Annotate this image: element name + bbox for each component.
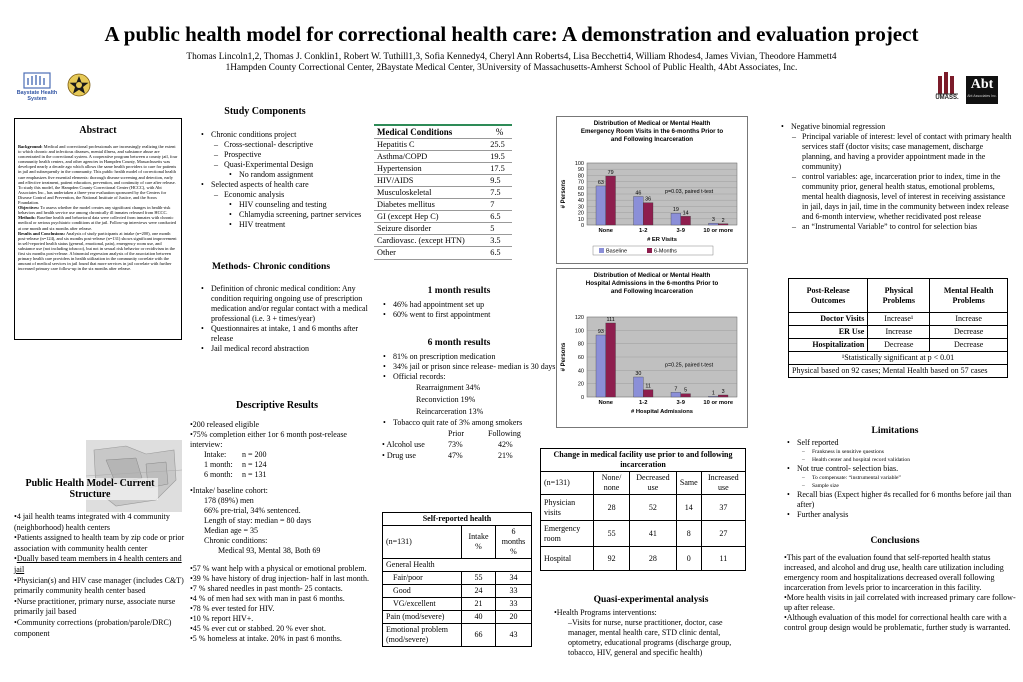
bar xyxy=(596,335,606,397)
table-row: ER Use Increase Decrease xyxy=(789,326,1008,339)
table-row: Hospitalization Decrease Decrease xyxy=(789,339,1008,352)
abstract-results-label: Results and Conclusions: xyxy=(18,230,66,236)
study-subsubitem: • HIV treatment xyxy=(228,220,375,230)
study-heading: Study Components xyxy=(224,106,306,117)
abstract-methods-label: Methods: xyxy=(18,215,36,221)
conclusion-item: •Although evaluation of this model for correctional health care with a control group design would be problematic, further study is warranted. xyxy=(784,613,1011,632)
descriptive-heading: Descriptive Results xyxy=(236,400,318,411)
quasi-heading: Quasi-experimental analysis xyxy=(593,595,709,605)
table-row: Physician visits 28 52 14 37 xyxy=(541,495,746,521)
descriptive-line: •57 % want help with a physical or emotional problem. xyxy=(190,564,367,573)
intake-line: Length of stay: median = 80 days xyxy=(204,516,312,525)
self-reported-health xyxy=(382,512,532,647)
sample-size-row: Intake: n = 200 xyxy=(204,450,267,459)
chart-title: Emergency Room Visits in the 6-months Prior to xyxy=(580,128,724,135)
limitation-subitem: – Sample size xyxy=(802,482,1016,490)
intake-cohort-title: •Intake/ baseline cohort: xyxy=(190,486,268,495)
legend-label: 6-Months xyxy=(654,248,677,255)
intake-line: Chronic conditions: xyxy=(204,536,268,545)
sample-size-row: 6 month: n = 131 xyxy=(204,470,267,479)
study-item: • Selected aspects of health care xyxy=(200,180,375,190)
model-bullet: •4 jail health teams integrated with 4 community (neighborhood) health centers xyxy=(14,512,170,532)
affiliations-line: 1Hampden County Correctional Center, 2Baystate Medical Center, 3University of Massachusetts-Amherst School of Public Health, 4Abt Associates, Inc. xyxy=(225,63,798,73)
chart-annotation: p=0.03, paired t-test xyxy=(665,188,714,195)
bar-value-label: 1 xyxy=(711,390,715,397)
chart-title: Distribution of Medical or Mental Health xyxy=(593,120,711,127)
study-item: • Chronic conditions project xyxy=(200,130,375,140)
substance-use-table xyxy=(382,428,521,461)
table-row: Emotional problem (mod/severe) 66 43 xyxy=(383,624,532,647)
bar-value-label: 93 xyxy=(597,329,604,335)
hospital-admissions-chart xyxy=(556,268,748,428)
table-header: % xyxy=(487,126,512,138)
table-row: ¹Statistically significant at p < 0.01 xyxy=(789,352,1008,365)
six-month-bullet: • Official records: xyxy=(382,372,560,382)
bar xyxy=(681,394,691,397)
table-row: Diabetes mellitus 7 xyxy=(374,199,512,211)
conclusions-list xyxy=(780,553,1016,633)
table-header-row: Post-Release Outcomes Physical Problems Mental Health Problems xyxy=(789,279,1008,313)
bar xyxy=(643,390,653,397)
baystate-logo xyxy=(14,70,60,106)
descriptive-line: •39 % have history of drug injection- half in last month. xyxy=(190,574,369,583)
one-month-list xyxy=(382,300,552,320)
chart-title: and Following Incarceration xyxy=(610,288,694,295)
descriptive-line: •78 % ever tested for HIV. xyxy=(190,604,275,613)
x-tick-label: 1-2 xyxy=(639,400,648,406)
model-bullet: •Nurse practitioner, primary nurse, associate nurse primarily jail based xyxy=(14,596,176,617)
table-header-row: (n=131) Intake % 6 months % xyxy=(383,526,532,559)
y-tick-label: 90 xyxy=(577,167,584,174)
descriptive-line: •10 % report HIV+. xyxy=(190,614,254,623)
study-subitem: – Cross-sectional- descriptive xyxy=(214,140,375,150)
abstract-results-text: Analysis of study participants at intake (n=200), one month post-release (n=124), and six months post-release (n=131) shows significant improvement in self-reported health status (general, emotional, pain), emergency room use, and substance use (not including tobacco), but not in sexual risk behavior or recidivism in the first six months post-release. A binomial regression analysis of the association between primary health care providers in health utilization in the community correlate with the amount of medical services in jail found that more services in jail correlate with further increased primary care follow-up in the six months after release. xyxy=(18,230,177,272)
bar-value-label: 14 xyxy=(682,210,689,217)
bar-value-label: 19 xyxy=(672,207,679,214)
y-tick-label: 20 xyxy=(577,381,584,388)
regression-item: – Principal variable of interest: level of contact with primary health services staff (doctor visits; case management, discharge planning, and having a provider appointment made in the community) xyxy=(792,132,1012,172)
bar-value-label: 5 xyxy=(684,387,688,394)
x-tick-label: 10 or more xyxy=(703,228,734,234)
abt-logo-text: Abt xyxy=(970,77,994,92)
table-header-row xyxy=(374,126,512,138)
y-tick-label: 0 xyxy=(580,223,584,229)
abstract-box xyxy=(14,118,182,340)
x-tick-label: 3-9 xyxy=(676,228,685,234)
chart-annotation: p=0.25, paired t-test xyxy=(665,362,714,369)
descriptive-line: •45 % ever cut or stabbed. 20 % ever shot. xyxy=(190,624,326,633)
one-month-bullet: • 60% went to first appointment xyxy=(382,310,552,320)
regression-list xyxy=(780,122,1012,232)
regression-item: – control variables: age, incarceration prior to index, time in the community prior, general health status, emotional problems, mental health diagnosis, level of interest in receiving assistance in jail, days in jail, time in the community between index release and 6-month interview, whether recidivated post release xyxy=(792,172,1012,222)
descriptive-line: •200 released eligible xyxy=(190,420,259,429)
bar-value-label: 7 xyxy=(674,386,678,393)
methods-heading: Methods- Chronic conditions xyxy=(211,262,331,272)
bar-value-label: 36 xyxy=(645,196,652,203)
bar-value-label: 63 xyxy=(597,179,604,186)
six-month-bullet: • 34% jail or prison since release- median is 30 days xyxy=(382,362,560,372)
bar xyxy=(634,196,644,225)
bar xyxy=(671,392,681,397)
one-month-heading: 1 month results xyxy=(427,286,491,296)
bar-value-label: 2 xyxy=(721,217,725,224)
outcomes-table xyxy=(788,278,1008,378)
intake-line: Median age = 35 xyxy=(204,526,259,535)
sample-size-rows xyxy=(190,450,370,480)
bar-value-label: 3 xyxy=(721,389,725,395)
abstract-methods-text: Baseline health and behavioral data were collected from inmates with chronic medical or serious psychiatric conditions at the jail. Follow-up interviews were conducted at one month and six months after release. xyxy=(18,215,177,231)
table-row: Cardiovasc. (except HTN) 3.5 xyxy=(374,235,512,247)
quasi-line: –Visits for nurse, nurse practitioner, doctor, case manager, mental health care, STD clinic dental, optometry, educational programs (discharge group, tobacco, HIV, general and specific health) xyxy=(568,618,732,657)
bar xyxy=(681,216,691,225)
facility-use-table xyxy=(540,448,746,571)
chart-title: Hospital Admissions in the 6-months Prior to xyxy=(585,280,719,287)
table-title-row: Self-reported health xyxy=(383,513,532,526)
umass-logo xyxy=(932,70,962,104)
descriptive-results xyxy=(190,420,370,644)
x-tick-label: 3-9 xyxy=(676,400,685,406)
descriptive-more xyxy=(190,564,370,644)
methods-bullet: • Jail medical record abstraction xyxy=(200,344,370,354)
y-tick-label: 80 xyxy=(577,173,584,180)
bar xyxy=(709,396,719,397)
regression-title: • Negative binomial regression xyxy=(780,122,1012,132)
table-title-row: Change in medical facility use prior to and following incarceration xyxy=(541,449,746,472)
y-axis-label: # Persons xyxy=(561,179,567,209)
er-visits-chart xyxy=(556,116,748,264)
model-bullet: •Community corrections (probation/parole/DRC) component xyxy=(14,617,172,638)
descriptive-line: •7 % shared needles in past month- 25 contacts. xyxy=(190,584,343,593)
model-bullet: •Patients assigned to health team by zip code or prior association with community health center xyxy=(14,533,185,553)
x-tick-label: None xyxy=(598,400,613,406)
methods-bullet: • Definition of chronic medical condition: Any condition requiring ongoing use of prescription medication and/or regular contact with a medical professional (i.e. 3 + times/year) xyxy=(200,284,370,324)
bar xyxy=(718,395,728,397)
bar-value-label: 46 xyxy=(635,190,642,197)
bar xyxy=(606,323,616,397)
bar xyxy=(596,186,606,225)
bar xyxy=(643,203,653,225)
limitations-list xyxy=(786,438,1016,520)
record-line: Reconviction 19% xyxy=(416,395,476,404)
abstract-background-label: Background: xyxy=(18,144,43,149)
table-row: Hospital 92 28 0 11 xyxy=(541,547,746,571)
bar-value-label: 3 xyxy=(711,217,715,224)
x-tick-label: None xyxy=(598,228,613,234)
bar-value-label: 79 xyxy=(607,170,614,177)
table-row: Pain (mod/severe) 40 20 xyxy=(383,611,532,624)
regression-item: – an “Instrumental Variable” to control for selection bias xyxy=(792,222,1012,232)
bar xyxy=(671,213,681,225)
one-month-bullet: • 46% had appointment set up xyxy=(382,300,552,310)
official-records xyxy=(382,382,560,418)
model-heading: Public Health Model- Current Structure xyxy=(22,478,158,500)
limitation-subitem: – Health center and hospital record validation xyxy=(802,456,1016,464)
six-month-list xyxy=(382,352,560,461)
table-row: GI (except Hep C) 6.5 xyxy=(374,211,512,223)
facility-use xyxy=(540,448,746,571)
limitations-heading: Limitations xyxy=(871,426,919,436)
legend-label: Baseline xyxy=(606,248,628,255)
bar xyxy=(606,176,616,225)
intake-line: 66% pre-trial, 34% sentenced. xyxy=(204,506,301,515)
model-bullet: •Physician(s) and HIV case manager (includes C&T) primarily community health center based xyxy=(14,575,184,596)
legend-swatch xyxy=(599,248,604,253)
study-subitem: – Quasi-Experimental Design xyxy=(214,160,375,170)
model-bullet: •Dually based team members in 4 health centers and jail xyxy=(14,554,182,574)
x-axis-label: # ER Visits xyxy=(647,237,677,243)
conclusions-heading: Conclusions xyxy=(870,536,920,546)
conclusion-item: •This part of the evaluation found that self-reported health status increased, and alcohol and drug use, health care utilization including emergency room and hospitalizations decreased overall following incarceration from levels prior to incarceration in this facility. xyxy=(784,553,1004,592)
chart-title: and Following Incarceration xyxy=(610,136,694,143)
limitation-subitem: – Frankness in sensitive questions xyxy=(802,448,1016,456)
model-bullets xyxy=(14,512,192,639)
hospital-admissions-chart-svg xyxy=(557,269,747,427)
abstract-objectives-text: To assess whether the model creates any significant changes in health-risk behaviors and health service use among chronically ill inmates released from HCCC. xyxy=(18,205,171,216)
record-line: Rearraignment 34% xyxy=(416,383,481,392)
author-list xyxy=(0,52,1023,74)
table-row: • Alcohol use 73% 42% xyxy=(382,440,513,449)
descriptive-line: •4 % of men had sex with man in past 6 months. xyxy=(190,594,345,603)
table-row: Good 24 33 xyxy=(383,585,532,598)
study-subitem: – Prospective xyxy=(214,150,375,160)
table-row: Other 6.5 xyxy=(374,247,512,259)
abstract-heading: Abstract xyxy=(79,125,117,136)
limitation-item: • Not true control- selection bias. xyxy=(786,464,1016,474)
intake-line: Medical 93, Mental 38, Both 69 xyxy=(218,546,321,555)
conclusion-item: •More health visits in jail correlated with increased primary care follow-up after release. xyxy=(784,593,1016,612)
table-row: Physical based on 92 cases; Mental Health based on 57 cases xyxy=(789,365,1008,378)
legend-swatch xyxy=(647,248,652,253)
table-row: Hypertension 17.5 xyxy=(374,162,512,174)
y-tick-label: 0 xyxy=(580,395,584,401)
x-tick-label: 10 or more xyxy=(703,400,734,406)
y-tick-label: 50 xyxy=(577,192,584,198)
descriptive-line: •5 % homeless at intake. 20% in past 6 months. xyxy=(190,634,342,643)
table-header-row: Prior Following xyxy=(448,429,521,438)
y-tick-label: 80 xyxy=(577,341,584,348)
six-month-bullet: • 81% on prescription medication xyxy=(382,352,560,362)
study-subitem: – Economic analysis xyxy=(214,190,375,200)
y-tick-label: 30 xyxy=(577,204,584,211)
outcomes-box xyxy=(788,278,1008,378)
y-tick-label: 100 xyxy=(574,161,584,167)
table-row: Emergency room 55 41 8 27 xyxy=(541,521,746,547)
chart-title: Distribution of Medical or Mental Health xyxy=(593,272,711,279)
bar xyxy=(718,224,728,225)
bar-value-label: 111 xyxy=(606,317,615,323)
medical-conditions-table xyxy=(374,126,512,260)
intake-cohort xyxy=(190,496,370,556)
study-subsubitem: • HIV counseling and testing xyxy=(228,200,375,210)
umass-logo-text: UMASS. xyxy=(935,95,959,101)
table-header-row: (n=131) None/ none Decreased use Same Increased use xyxy=(541,472,746,495)
study-subsubitem: • No random assignment xyxy=(228,170,375,180)
abt-logo-subtext: Abt Associates Inc. xyxy=(967,94,997,98)
y-axis-label: # Persons xyxy=(561,342,567,372)
table-row: Hepatitis C 25.5 xyxy=(374,138,512,150)
table-row: VG/excellent 21 33 xyxy=(383,598,532,611)
six-month-heading: 6 month results xyxy=(427,338,491,348)
y-tick-label: 20 xyxy=(577,210,584,217)
y-tick-label: 60 xyxy=(577,185,584,192)
y-tick-label: 70 xyxy=(577,179,584,186)
bar xyxy=(634,377,644,397)
table-row: Doctor Visits Increase¹ Increase xyxy=(789,313,1008,326)
sample-size-row: 1 month: n = 124 xyxy=(204,460,267,469)
study-components-list xyxy=(200,130,375,230)
record-line: Reincarceration 13% xyxy=(416,407,484,416)
table-header: Medical Conditions xyxy=(374,126,487,138)
quasi-line: •Health Programs interventions: xyxy=(554,608,657,617)
intake-line: 178 (89%) men xyxy=(204,496,254,505)
y-tick-label: 60 xyxy=(577,355,584,361)
table-row: Seizure disorder 5 xyxy=(374,223,512,235)
table-row: Musculoskeletal 7.5 xyxy=(374,186,512,198)
y-tick-label: 10 xyxy=(577,216,584,223)
limitation-subitem: – To compensate: “instrumental variable” xyxy=(802,474,1016,482)
x-tick-label: 1-2 xyxy=(639,228,648,234)
er-visits-chart-svg xyxy=(557,117,747,263)
quasi-body xyxy=(554,608,752,658)
study-subsubitem: • Chlamydia screening, partner services xyxy=(228,210,375,220)
x-axis-label: # Hospital Admissions xyxy=(631,409,693,415)
limitation-item: • Further analysis xyxy=(786,510,1016,520)
table-row: • Drug use 47% 21% xyxy=(382,451,513,460)
tobacco-bullet: • Tobacco quit rate of 3% among smokers xyxy=(382,418,560,428)
baystate-logo-text: Baystate Health System xyxy=(16,90,58,102)
abstract-objectives-label: Objectives: xyxy=(18,205,40,211)
poster-title: A public health model for correctional health care: A demonstration and evaluation project xyxy=(104,22,919,46)
table-row: HIV/AIDS 9.5 xyxy=(374,174,512,186)
table-row: General Health xyxy=(383,559,532,572)
y-tick-label: 100 xyxy=(574,328,584,335)
methods-list xyxy=(200,284,370,354)
y-tick-label: 40 xyxy=(577,368,584,375)
sheriff-badge-logo xyxy=(66,70,92,100)
table-row: Fair/poor 55 34 xyxy=(383,572,532,585)
bar xyxy=(709,223,719,225)
authors-line: Thomas Lincoln1,2, Thomas J. Conklin1, Robert W. Tuthill1,3, Sofia Kennedy4, Cheryl Ann Roberts4, Lisa Becchetti4, William Rhodes4, James Vivian, Theodore Hammett4 xyxy=(186,52,837,62)
abstract-background-text: Medical and correctional professionals are increasingly realizing the extent to which chronic and infectious diseases, mental illness, and substance abuse are concentrated in the correctional system. A cooperative program between a county jail, four community health centers, and other agencies in Hampden County, Massachusetts was developed nearly a decade ago which allows the same health providers to care for patients in jail and subsequently in the community. This public health model of correctional health care emphasizes five essential elements: thorough disease screening and detection, early and effective treatment, patient education, prevention, and continuity of care after release. To study this model, the Hampden County Correctional Center (HCCC), with Abt Associates Inc., has undertaken a three-year evaluation sponsored by the Centers for Disease Control and Prevention, the National Institute of Justice, and the Soros Foundation. xyxy=(18,144,178,206)
y-tick-label: 40 xyxy=(577,198,584,205)
descriptive-line: •75% completion either 1or 6 month post-release interview: xyxy=(190,430,347,449)
limitation-item: • Self reported xyxy=(786,438,1016,448)
limitation-item: • Recall bias (Expect higher #s recalled for 6 months before jail than after) xyxy=(786,490,1016,510)
abt-logo xyxy=(966,76,998,104)
medical-conditions-table-wrap xyxy=(374,124,512,260)
abstract-body xyxy=(18,144,178,271)
y-tick-label: 120 xyxy=(574,315,584,321)
bar-value-label: 11 xyxy=(645,383,651,390)
self-reported-health-table xyxy=(382,512,532,647)
hampden-county-map xyxy=(86,440,182,512)
table-row: Asthma/COPD 19.5 xyxy=(374,150,512,162)
bar-value-label: 30 xyxy=(635,371,642,377)
methods-bullet: • Questionnaires at intake, 1 and 6 months after release xyxy=(200,324,370,344)
